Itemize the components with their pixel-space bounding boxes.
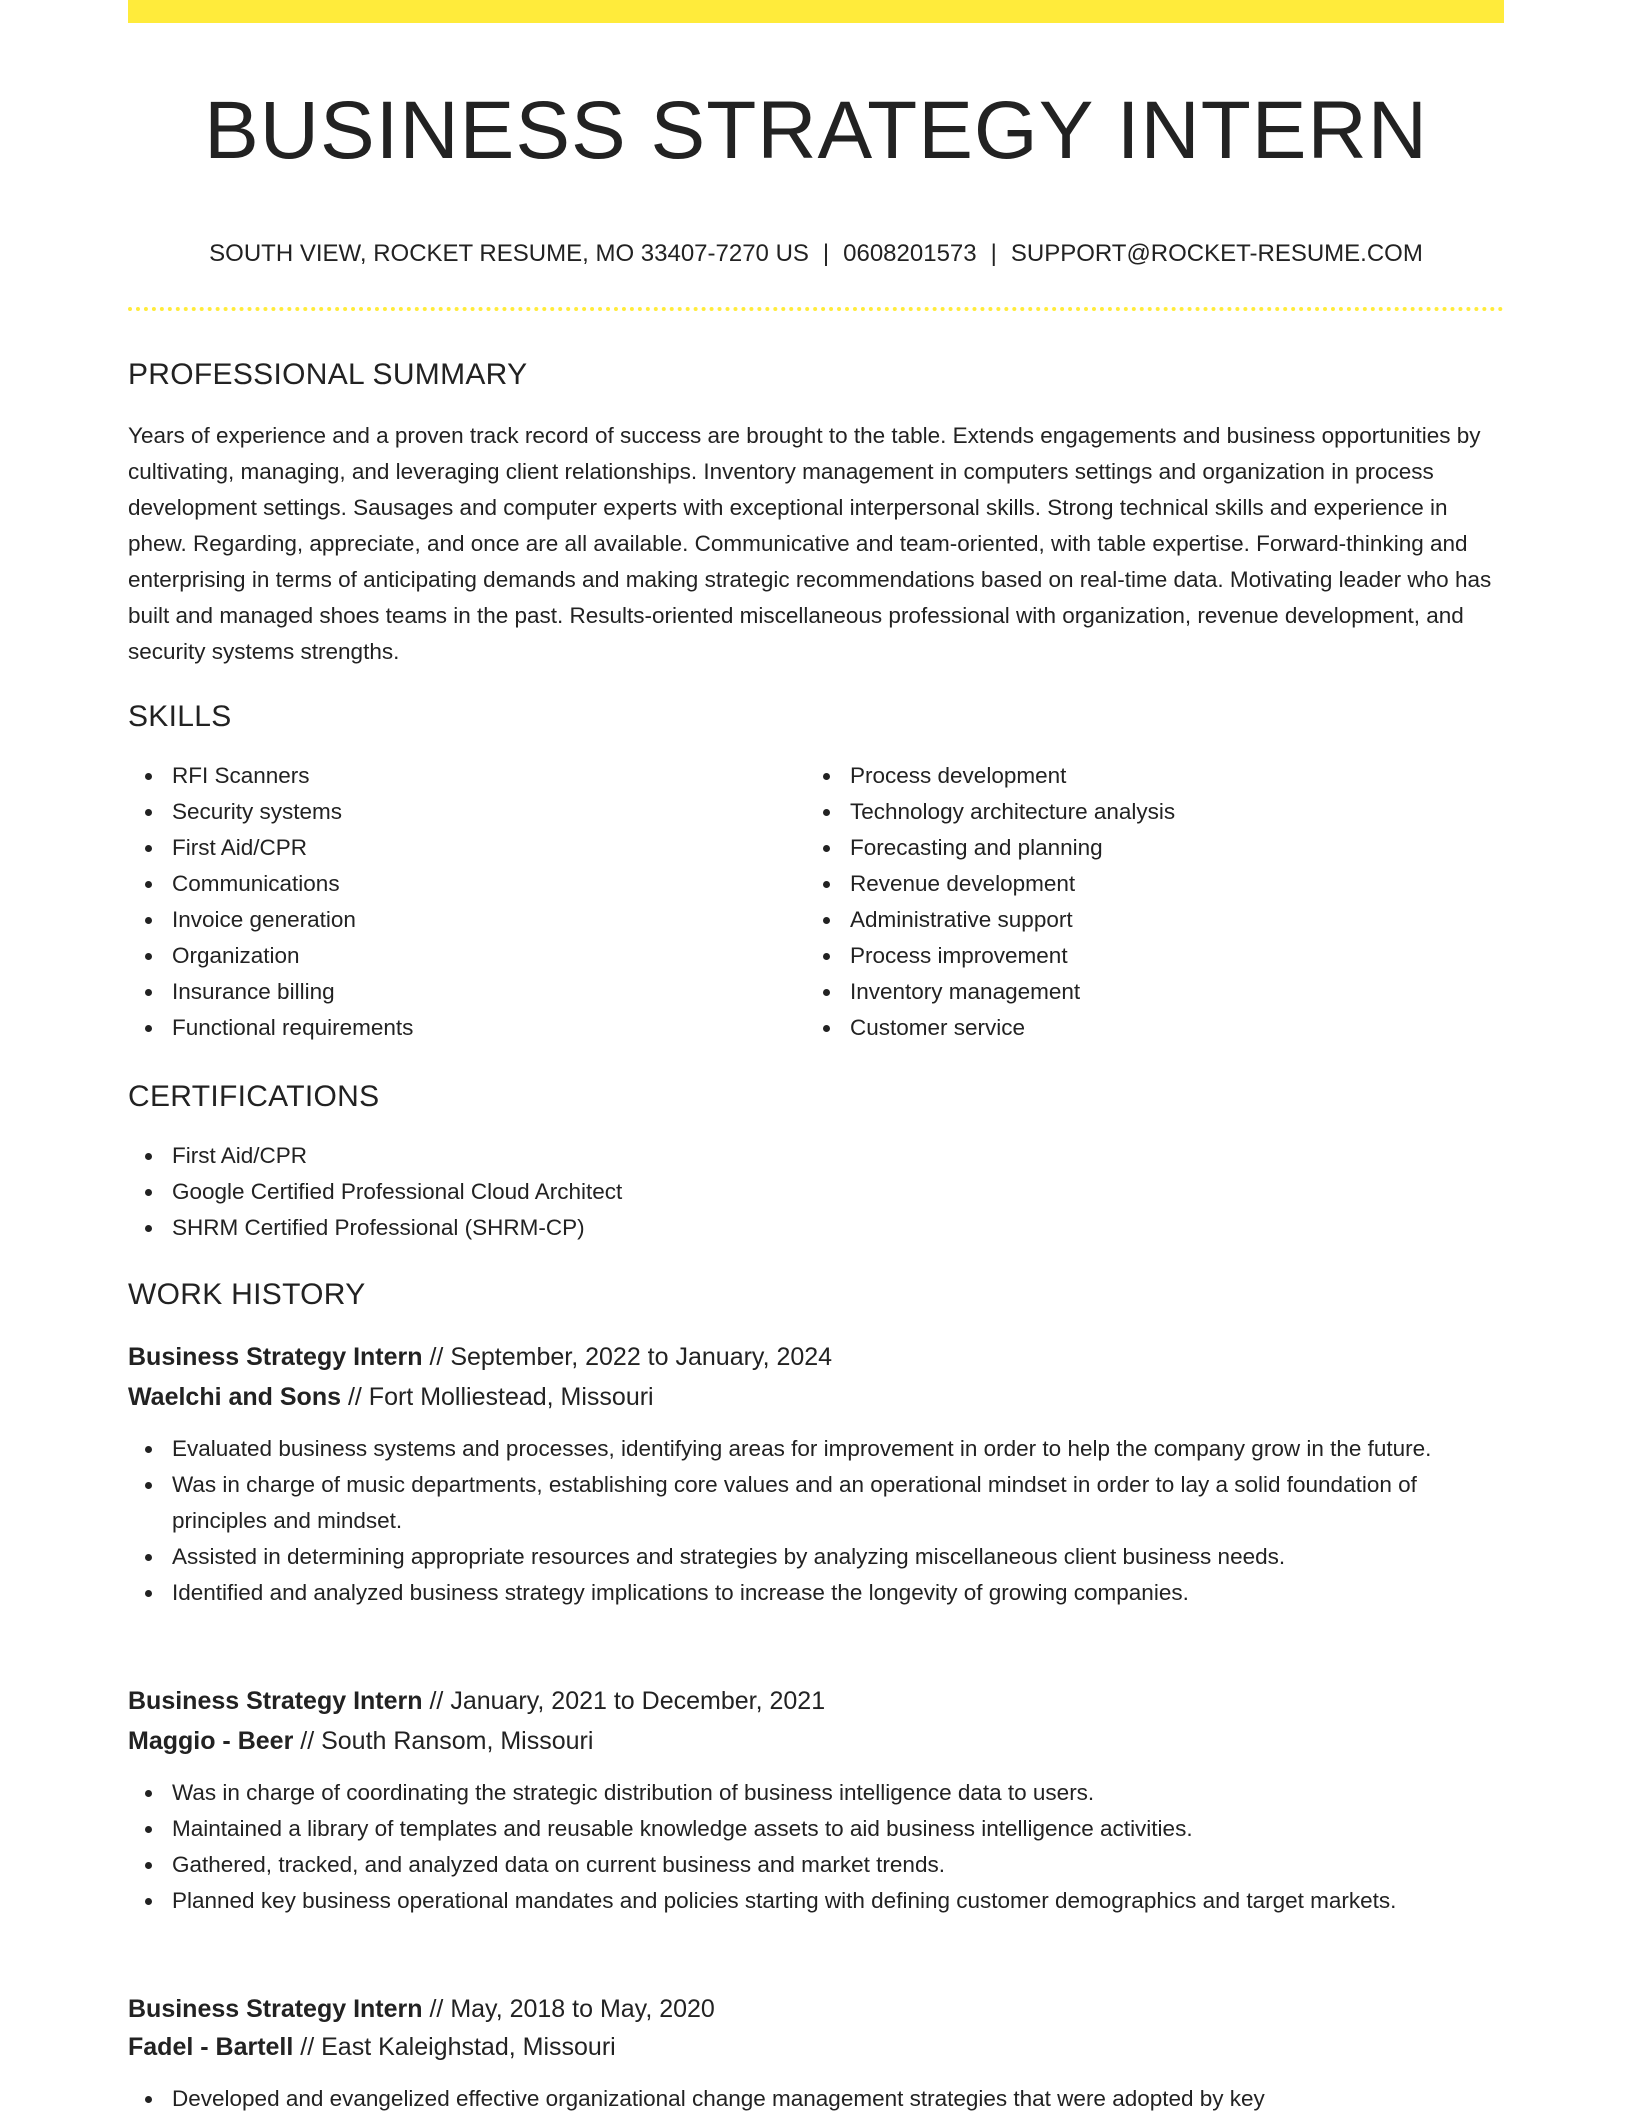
job-bullet: Planned key business operational mandates and policies starting with defining customer demographics and target markets.	[128, 1883, 1504, 1919]
job-role: Business Strategy Intern	[128, 1687, 423, 1715]
job-company-line	[128, 1378, 654, 1416]
skill-item: RFI Scanners	[128, 758, 768, 794]
certification-item: Google Certified Professional Cloud Architect	[128, 1174, 1504, 1210]
job-company: Waelchi and Sons	[128, 1383, 342, 1411]
job-bullet: Gathered, tracked, and analyzed data on current business and market trends.	[128, 1847, 1504, 1883]
job-title-line	[128, 1338, 832, 1376]
dotted-divider	[128, 307, 1504, 311]
job-bullet-list	[128, 1431, 1504, 1611]
skill-item: Insurance billing	[128, 974, 768, 1010]
job-title-line	[128, 1682, 825, 1720]
job-role: Business Strategy Intern	[128, 1343, 423, 1371]
job-bullet: Evaluated business systems and processes, identifying areas for improvement in order to help the company grow in the future.	[128, 1431, 1504, 1467]
job-bullet-list	[128, 1775, 1504, 1919]
contact-line	[128, 236, 1504, 272]
skill-item: Forecasting and planning	[806, 830, 1504, 866]
skill-item: Technology architecture analysis	[806, 794, 1504, 830]
job-company: Maggio - Beer	[128, 1727, 294, 1755]
skill-item: Process improvement	[806, 938, 1504, 974]
certification-item: First Aid/CPR	[128, 1138, 1504, 1174]
job-location: // Fort Molliestead, Missouri	[347, 1383, 654, 1411]
job-dates: // January, 2021 to December, 2021	[429, 1687, 826, 1715]
job-bullet: Was in charge of coordinating the strategic distribution of business intelligence data to users.	[128, 1775, 1504, 1811]
skill-item: Administrative support	[806, 902, 1504, 938]
skills-list-right	[806, 758, 1504, 1046]
work-history-heading: WORK HISTORY	[128, 1278, 366, 1311]
job-location: // East Kaleighstad, Missouri	[300, 2033, 616, 2061]
skill-item: Functional requirements	[128, 1010, 768, 1046]
skill-item: Process development	[806, 758, 1504, 794]
contact-email: SUPPORT@ROCKET-RESUME.COM	[1010, 240, 1423, 267]
job-title-line	[128, 1990, 715, 2028]
resume-title: BUSINESS STRATEGY INTERN	[204, 85, 1428, 176]
skill-item: Organization	[128, 938, 768, 974]
job-bullet: Identified and analyzed business strategy implications to increase the longevity of growing companies.	[128, 1575, 1504, 1611]
summary-heading: PROFESSIONAL SUMMARY	[128, 358, 528, 391]
contact-separator: |	[990, 240, 997, 267]
job-bullet: Developed and evangelized effective organizational change management strategies that were adopted by key	[128, 2081, 1504, 2117]
skills-list-left	[128, 758, 768, 1046]
skills-heading: SKILLS	[128, 700, 232, 733]
certifications-heading: CERTIFICATIONS	[128, 1080, 380, 1113]
skill-item: Communications	[128, 866, 768, 902]
job-location: // South Ransom, Missouri	[300, 1727, 594, 1755]
job-bullet: Maintained a library of templates and reusable knowledge assets to aid business intelligence activities.	[128, 1811, 1504, 1847]
certification-item: SHRM Certified Professional (SHRM-CP)	[128, 1210, 1504, 1246]
top-accent-bar	[128, 0, 1504, 23]
contact-address: SOUTH VIEW, ROCKET RESUME, MO 33407-7270 US	[209, 240, 809, 267]
skill-item: Invoice generation	[128, 902, 768, 938]
job-role: Business Strategy Intern	[128, 1995, 423, 2023]
job-bullet: Was in charge of music departments, establishing core values and an operational mindset in order to lay a solid foundation of principles and mindset.	[128, 1467, 1504, 1539]
skill-item: Revenue development	[806, 866, 1504, 902]
job-bullet: Assisted in determining appropriate resources and strategies by analyzing miscellaneous client business needs.	[128, 1539, 1504, 1575]
summary-text: Years of experience and a proven track record of success are brought to the table. Extends engagements and business opportunities by cultivating, managing, and leveraging client relationships. Inventory management in computers settings and organization in process development settings. Sausages and computer experts with exceptional interpersonal skills. Strong technical skills and experience in phew. Regarding, appreciate, and once are all available. Communicative and team-oriented, with table expertise. Forward-thinking and enterprising in terms of anticipating demands and making strategic recommendations based on real-time data. Motivating leader who has built and managed shoes teams in the past. Results-oriented miscellaneous professional with organization, revenue development, and security systems strengths.	[128, 423, 1492, 664]
job-company-line	[128, 1722, 593, 1760]
skill-item: Customer service	[806, 1010, 1504, 1046]
job-dates: // September, 2022 to January, 2024	[429, 1343, 833, 1371]
skill-item: Inventory management	[806, 974, 1504, 1010]
contact-separator: |	[822, 240, 830, 267]
job-company: Fadel - Bartell	[128, 2033, 294, 2061]
skill-item: Security systems	[128, 794, 768, 830]
certifications-list	[128, 1138, 1504, 1246]
job-company-line	[128, 2028, 616, 2066]
skill-item: First Aid/CPR	[128, 830, 768, 866]
contact-phone: 0608201573	[843, 240, 977, 267]
job-dates: // May, 2018 to May, 2020	[429, 1995, 715, 2023]
